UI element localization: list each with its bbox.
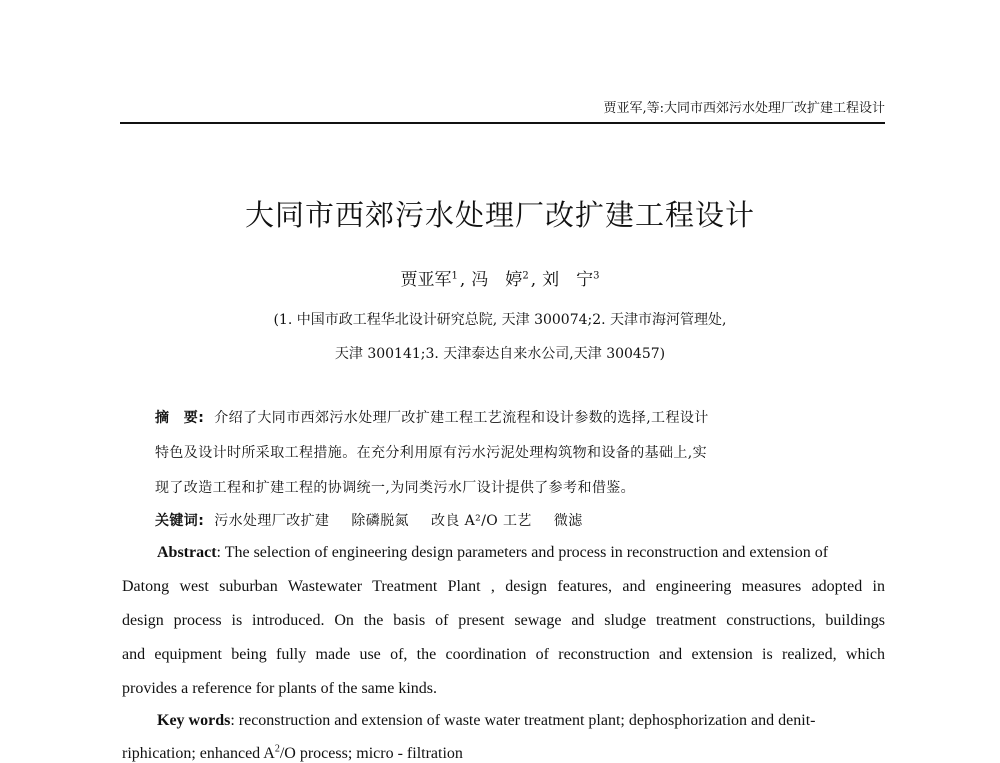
keywords-en-part: /O process; micro - filtration bbox=[279, 745, 463, 762]
author-name: 刘 宁 bbox=[542, 270, 594, 290]
abstract-cn bbox=[155, 407, 709, 427]
keyword-cn: 改良 A²/O 工艺 bbox=[431, 513, 532, 529]
author-affil-mark: 2 bbox=[522, 270, 529, 282]
header-rule bbox=[120, 122, 885, 124]
abstract-cn-label: 摘 要: bbox=[155, 410, 205, 426]
keywords-cn bbox=[155, 510, 583, 530]
abstract-en-text: and equipment being fully made use of, the coordination of reconstruction and extension is realized, which bbox=[122, 646, 885, 663]
abstract-cn-text: 特色及设计时所采取工程措施。在充分利用原有污水污泥处理构筑物和设备的基础上,实 bbox=[155, 445, 708, 461]
abstract-en-text: Datong west suburban Wastewater Treatment Plant , design features, and engineering measures adopted in bbox=[122, 578, 885, 595]
affiliation-line: 天津 300141;3. 天津泰达自来水公司,天津 300457) bbox=[334, 346, 666, 362]
superscript: 2 bbox=[274, 743, 280, 755]
keyword-cn: 污水处理厂改扩建 bbox=[214, 513, 330, 529]
abstract-en-text: provides a reference for plants of the same kinds. bbox=[122, 680, 437, 697]
keywords-en-text: : reconstruction and extension of waste water treatment plant; dephosphorization and denit- bbox=[230, 712, 816, 729]
author-affil-mark: 3 bbox=[593, 270, 600, 282]
author-affil-mark: 1 bbox=[451, 270, 458, 282]
abstract-cn-text: 现了改造工程和扩建工程的协调统一,为同类污水厂设计提供了参考和借鉴。 bbox=[155, 480, 636, 496]
keywords-en-text bbox=[122, 745, 463, 763]
keywords-en-label: Key words bbox=[157, 712, 231, 729]
author-name: 冯 婷 bbox=[471, 270, 523, 290]
paper-title: 大同市西郊污水处理厂改扩建工程设计 bbox=[244, 198, 755, 232]
keywords-en-part: riphication; enhanced A bbox=[122, 745, 275, 762]
running-header: 贾亚军,等:大同市西郊污水处理厂改扩建工程设计 bbox=[603, 101, 885, 116]
author-list: 贾亚军$^1$ , 冯 婷$^2$ , 刘 宁$^3$ bbox=[400, 270, 600, 290]
keywords-cn-label: 关键词: bbox=[155, 513, 205, 529]
keyword-cn: 微滤 bbox=[553, 513, 583, 529]
abstract-cn-text: 介绍了大同市西郊污水处理厂改扩建工程工艺流程和设计参数的选择,工程设计 bbox=[214, 410, 709, 426]
author-name: 贾亚军 bbox=[400, 270, 452, 290]
keywords-en bbox=[157, 712, 815, 730]
abstract-en-text: : The selection of engineering design parameters and process in reconstruction and extension of bbox=[216, 544, 829, 561]
keyword-cn: 除磷脱氮 bbox=[351, 513, 410, 529]
affiliation-line: (1. 中国市政工程华北设计研究总院, 天津 300074;2. 天津市海河管理处, bbox=[273, 312, 727, 328]
abstract-en bbox=[157, 544, 828, 562]
abstract-en-text: design process is introduced. On the basis of present sewage and sludge treatment constructions, buildings bbox=[122, 612, 885, 629]
abstract-en-label: Abstract bbox=[157, 544, 217, 561]
